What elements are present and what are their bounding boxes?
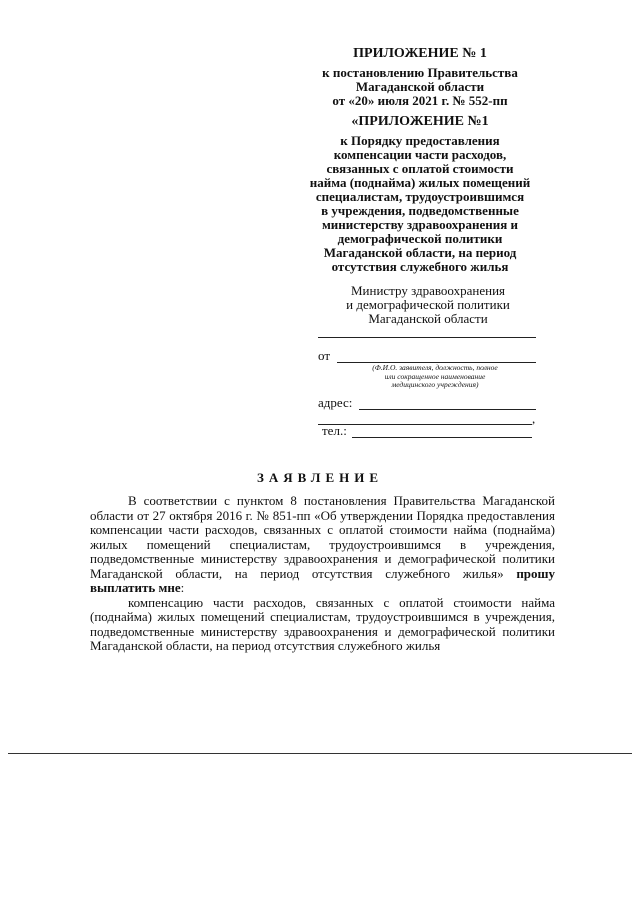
hint-line: (Ф.И.О. заявителя, должность, полное bbox=[372, 363, 498, 372]
addressee-line: Магаданской области bbox=[368, 311, 488, 326]
order-line: министерству здравоохранения и bbox=[321, 217, 519, 232]
addressee-line: и демографической политики bbox=[346, 297, 510, 312]
address-field-line-2[interactable] bbox=[318, 424, 532, 425]
appendix-header bbox=[300, 46, 540, 274]
order-line: Магаданской области, на период bbox=[323, 245, 517, 260]
paragraph-1-colon: : bbox=[180, 580, 185, 595]
order-line: отсутствия служебного жилья bbox=[331, 259, 509, 274]
resolution-line: Магаданской области bbox=[355, 79, 485, 94]
order-line: демографической политики bbox=[337, 231, 503, 246]
hint-line: медицинского учреждения) bbox=[391, 380, 479, 389]
order-line: к Порядку предоставления bbox=[340, 133, 500, 148]
address-label: адрес: bbox=[318, 395, 353, 410]
resolution-line: к постановлению Правительства bbox=[322, 65, 518, 80]
order-line: компенсации части расходов, bbox=[333, 147, 507, 162]
page-bottom-rule bbox=[8, 753, 632, 754]
from-label: от bbox=[318, 348, 331, 363]
resolution-date-line: от «20» июля 2021 г. № 552-пп bbox=[332, 93, 508, 108]
request-phrase: прошу выплатить мне bbox=[90, 565, 556, 595]
inner-appendix-title: «ПРИЛОЖЕНИЕ №1 bbox=[351, 114, 489, 129]
statement-paragraph-1 bbox=[90, 494, 555, 596]
from-field-hint bbox=[340, 364, 530, 390]
paragraph-1-text: В соответствии с пунктом 8 постановления Правительства Магаданской области от 27 октября 2016 г. № 851-пп «Об утверждении Порядка предоставления компенсации части расходов, связанных с оплатой стоимости найма (поднайма) жилых помещений специалистам, трудоустроившимся в учреждения, подведомственные министерству здравоохранения и демографической политики Магаданской области, на период отсутствия служебного жилья» bbox=[90, 493, 555, 581]
order-line: связанных с оплатой стоимости bbox=[326, 161, 514, 176]
hint-line: или сокращенное наименование bbox=[384, 371, 486, 381]
addressee-line: Министру здравоохранения bbox=[350, 283, 506, 298]
statement-title: ЗАЯВЛЕНИЕ bbox=[256, 470, 384, 485]
order-line: в учреждения, подведомственные bbox=[321, 203, 519, 218]
statement-body bbox=[90, 494, 555, 654]
order-line: найма (поднайма) жилых помещений bbox=[309, 175, 531, 190]
address-field-line[interactable] bbox=[359, 409, 536, 410]
statement-paragraph-2: компенсацию части расходов, связанных с оплатой стоимости найма (поднайма) жилых помещений специалистам, трудоустроившимся в учреждения, подведомственные министерству здравоохранения и демографической политики Магаданской области, на период отсутствия служебного жилья bbox=[90, 594, 555, 653]
addressee-block bbox=[318, 284, 538, 326]
phone-field-line[interactable] bbox=[352, 437, 532, 438]
addressee-blank-line[interactable] bbox=[318, 337, 536, 338]
phone-label: тел.: bbox=[322, 423, 347, 438]
order-line: специалистам, трудоустроившимся bbox=[315, 189, 525, 204]
appendix-title: ПРИЛОЖЕНИЕ № 1 bbox=[353, 46, 487, 61]
address-comma: , bbox=[532, 411, 536, 426]
